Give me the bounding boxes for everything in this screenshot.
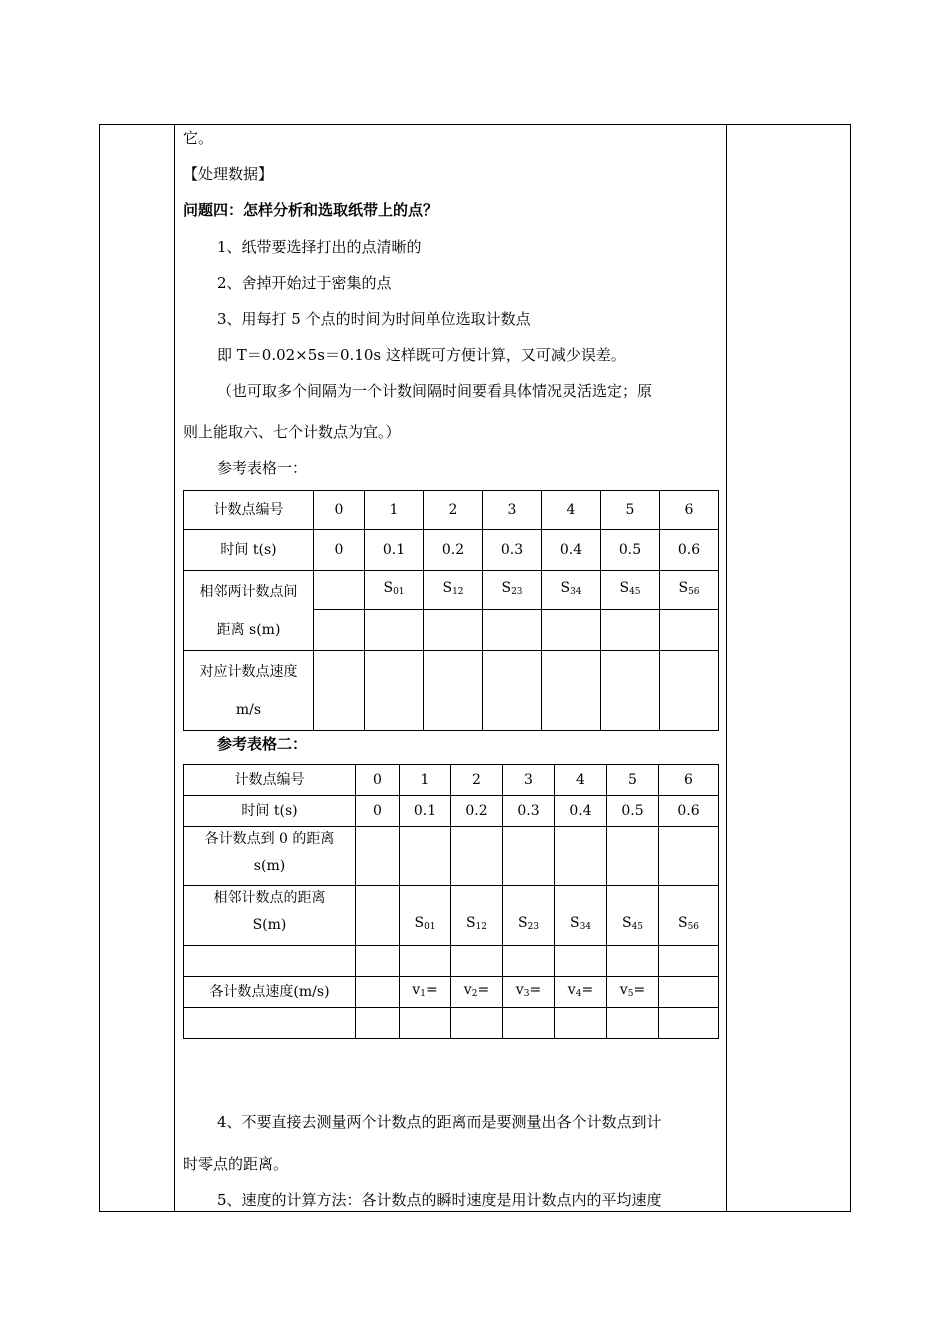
table-cell: 5 <box>601 491 660 530</box>
table-cell <box>356 977 400 1008</box>
equals-sign: = <box>581 982 594 998</box>
table-cell <box>184 946 356 977</box>
table-row <box>184 571 719 610</box>
left-column-divider <box>174 125 175 1211</box>
distance-label <box>483 571 542 610</box>
distance-subscript: 23 <box>527 922 540 932</box>
table-cell <box>356 886 400 946</box>
table-cell: 时间 t(s) <box>184 530 314 571</box>
table-cell: 0.5 <box>607 796 659 827</box>
distance-symbol: S <box>677 915 688 931</box>
distance-symbol: S <box>465 915 476 931</box>
table-row <box>184 977 719 1008</box>
table-cell: 3 <box>503 765 555 796</box>
reference-table-2 <box>183 764 719 1039</box>
table-cell <box>365 610 424 651</box>
table-cell <box>660 651 719 731</box>
table-cell <box>607 1008 659 1039</box>
table-cell <box>503 1008 555 1039</box>
distance-label <box>555 886 607 946</box>
table-cell: 0 <box>356 765 400 796</box>
distance-symbol: S <box>678 580 689 596</box>
row-header: 各计数点速度(m/s) <box>184 977 356 1008</box>
text-line: 4、不要直接去测量两个计数点的距离而是要测量出各个计数点到计 <box>217 1113 662 1131</box>
distance-subscript: 23 <box>511 587 523 597</box>
table-cell: 时间 t(s) <box>184 796 356 827</box>
table-cell <box>542 651 601 731</box>
distance-subscript: 01 <box>424 922 436 932</box>
table-cell <box>659 977 719 1008</box>
equals-sign: = <box>633 982 646 998</box>
row-header-line: 对应计数点速度 <box>199 663 298 680</box>
row-header-line: m/s <box>235 701 262 718</box>
table-cell: 0.4 <box>542 530 601 571</box>
distance-symbol: S <box>383 580 394 596</box>
velocity-subscript: 1 <box>420 989 426 999</box>
table-cell <box>314 610 365 651</box>
row-header-line: S(m) <box>252 917 287 933</box>
table-row <box>184 491 719 530</box>
row-header-line: 各计数点到 0 的距离 <box>204 831 335 847</box>
table-cell <box>503 827 555 886</box>
distance-label <box>365 571 424 610</box>
row-header <box>184 651 314 731</box>
table-cell: 4 <box>555 765 607 796</box>
table-cell <box>356 827 400 886</box>
distance-symbol: S <box>414 915 425 931</box>
velocity-label <box>555 977 607 1008</box>
table-cell <box>451 1008 503 1039</box>
table-cell: 0.1 <box>400 796 451 827</box>
distance-symbol: S <box>621 915 632 931</box>
table-cell <box>365 651 424 731</box>
equals-sign: = <box>529 982 542 998</box>
distance-subscript: 45 <box>631 922 644 932</box>
table-cell <box>542 610 601 651</box>
distance-symbol: S <box>569 915 580 931</box>
table-cell <box>356 946 400 977</box>
table-cell <box>451 946 503 977</box>
distance-label <box>424 571 483 610</box>
velocity-symbol: v <box>463 982 472 998</box>
text-line: 则上能取六、七个计数点为宜。） <box>183 423 401 441</box>
table-cell <box>660 610 719 651</box>
distance-symbol: S <box>442 580 453 596</box>
distance-subscript: 45 <box>629 587 641 597</box>
table-cell <box>555 827 607 886</box>
distance-label <box>607 886 659 946</box>
velocity-symbol: v <box>515 982 524 998</box>
row-header-line: 相邻计数点的距离 <box>213 890 326 906</box>
table-cell <box>451 827 503 886</box>
row-header <box>184 571 314 651</box>
table-cell <box>314 651 365 731</box>
table-row <box>184 765 719 796</box>
reference-table-1 <box>183 490 719 731</box>
table-cell: 5 <box>607 765 659 796</box>
distance-subscript: 56 <box>688 587 700 597</box>
table-cell <box>400 827 451 886</box>
table-caption: 参考表格二： <box>217 735 308 753</box>
equals-sign: = <box>477 982 490 998</box>
table-cell <box>555 946 607 977</box>
table-cell <box>503 946 555 977</box>
table-cell: 0 <box>314 491 365 530</box>
table-caption: 参考表格一： <box>217 459 308 477</box>
table-cell <box>607 946 659 977</box>
table-cell <box>483 610 542 651</box>
text-line: 1、纸带要选择打出的点清晰的 <box>217 238 422 256</box>
distance-symbol: S <box>517 915 528 931</box>
distance-label <box>601 571 660 610</box>
table-cell <box>601 610 660 651</box>
table-cell: 2 <box>424 491 483 530</box>
table-cell: 计数点编号 <box>184 765 356 796</box>
velocity-symbol: v <box>567 982 576 998</box>
table-cell: 3 <box>483 491 542 530</box>
table-row <box>184 1008 719 1039</box>
table-cell <box>400 1008 451 1039</box>
table-cell <box>659 946 719 977</box>
table-cell: 1 <box>365 491 424 530</box>
velocity-label <box>451 977 503 1008</box>
section-heading: 【处理数据】 <box>183 165 274 183</box>
table-cell <box>555 1008 607 1039</box>
table-cell <box>424 651 483 731</box>
text-line: 它。 <box>183 129 214 147</box>
distance-subscript: 56 <box>687 922 700 932</box>
velocity-subscript: 3 <box>523 989 530 999</box>
right-column-divider <box>726 125 727 1211</box>
table-cell: 6 <box>660 491 719 530</box>
distance-symbol: S <box>619 580 630 596</box>
distance-label <box>660 571 719 610</box>
text-line: 时零点的距离。 <box>183 1155 289 1173</box>
table-row <box>184 651 719 731</box>
table-cell: 0 <box>356 796 400 827</box>
table-cell <box>659 827 719 886</box>
table-cell: 0.1 <box>365 530 424 571</box>
velocity-symbol: v <box>619 982 628 998</box>
table-cell: 0.2 <box>424 530 483 571</box>
table-cell <box>483 651 542 731</box>
distance-label <box>542 571 601 610</box>
table-cell <box>314 571 365 610</box>
distance-subscript: 12 <box>452 587 464 597</box>
row-header <box>184 827 356 886</box>
table-cell <box>424 610 483 651</box>
table-row <box>184 796 719 827</box>
table-cell <box>659 1008 719 1039</box>
velocity-subscript: 2 <box>471 989 478 999</box>
table-cell <box>184 1008 356 1039</box>
table-row <box>184 827 719 886</box>
row-header-line: 距离 s(m) <box>216 621 281 638</box>
distance-subscript: 12 <box>475 922 488 932</box>
text-line: 即 T＝0.02×5s＝0.10s 这样既可方便计算，又可减少误差。 <box>217 346 626 364</box>
table-cell: 计数点编号 <box>184 491 314 530</box>
table-row <box>184 886 719 946</box>
velocity-label <box>503 977 555 1008</box>
row-header <box>184 886 356 946</box>
row-header-line: s(m) <box>253 858 286 874</box>
distance-label <box>451 886 503 946</box>
distance-symbol: S <box>501 580 512 596</box>
text-line: 5、速度的计算方法：各计数点的瞬时速度是用计数点内的平均速度 <box>217 1191 662 1209</box>
table-cell: 0.5 <box>601 530 660 571</box>
text-line: 2、舍掉开始过于密集的点 <box>217 274 392 292</box>
velocity-symbol: v <box>412 982 421 998</box>
velocity-subscript: 4 <box>575 989 582 999</box>
table-cell: 0.3 <box>483 530 542 571</box>
velocity-subscript: 5 <box>627 989 634 999</box>
table-cell: 2 <box>451 765 503 796</box>
velocity-label <box>400 977 451 1008</box>
text-line: （也可取多个间隔为一个计数间隔时间要看具体情况灵活选定；原 <box>217 382 653 400</box>
distance-label <box>659 886 719 946</box>
distance-label <box>503 886 555 946</box>
table-cell <box>607 827 659 886</box>
equals-sign: = <box>425 982 438 998</box>
distance-subscript: 34 <box>570 587 582 597</box>
table-cell: 0.6 <box>660 530 719 571</box>
question-heading: 问题四：怎样分析和选取纸带上的点？ <box>183 201 439 219</box>
table-cell <box>400 946 451 977</box>
distance-label <box>400 886 451 946</box>
text-line: 3、用每打 5 个点的时间为时间单位选取计数点 <box>217 310 531 328</box>
table-row <box>184 946 719 977</box>
distance-symbol: S <box>560 580 571 596</box>
table-cell: 6 <box>659 765 719 796</box>
distance-subscript: 01 <box>393 587 405 597</box>
table-cell: 4 <box>542 491 601 530</box>
table-cell: 0 <box>314 530 365 571</box>
table-cell: 1 <box>400 765 451 796</box>
velocity-label <box>607 977 659 1008</box>
row-header-line: 相邻两计数点间 <box>199 583 298 600</box>
table-cell <box>356 1008 400 1039</box>
distance-subscript: 34 <box>579 922 592 932</box>
table-cell: 0.6 <box>659 796 719 827</box>
table-row <box>184 530 719 571</box>
table-cell <box>601 651 660 731</box>
table-cell: 0.2 <box>451 796 503 827</box>
table-cell: 0.3 <box>503 796 555 827</box>
table-cell: 0.4 <box>555 796 607 827</box>
